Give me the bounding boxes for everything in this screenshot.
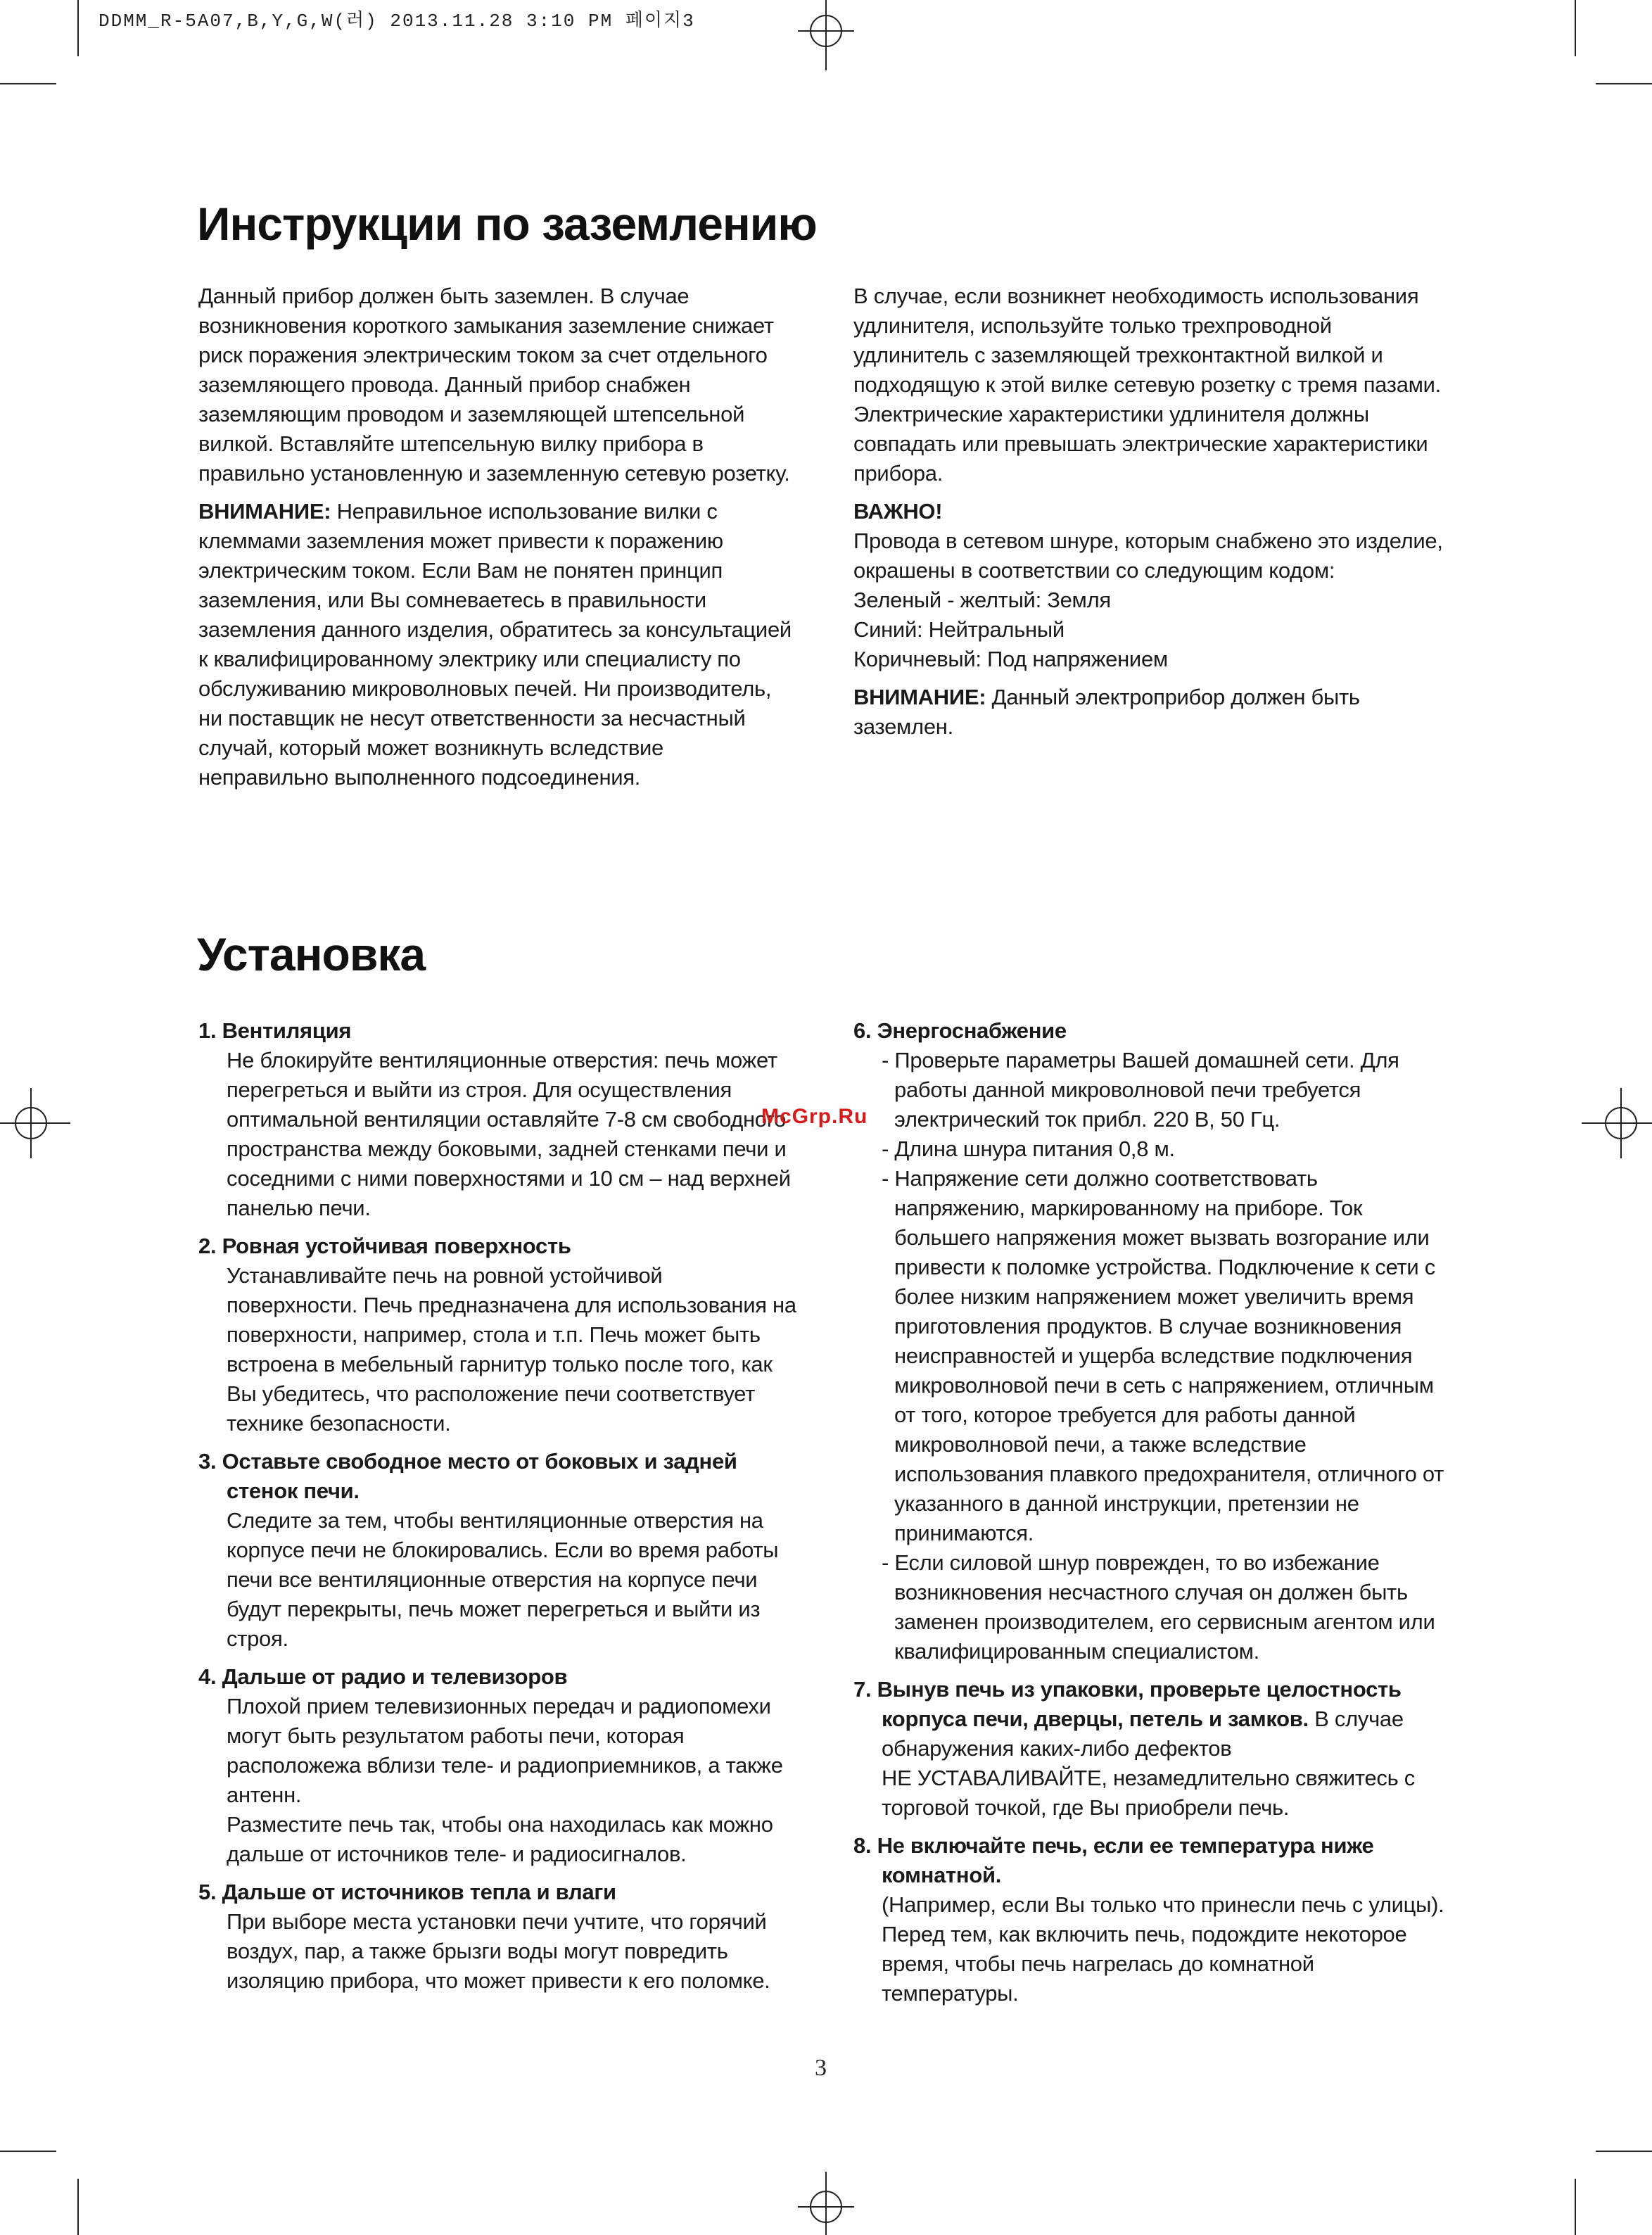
text-line: неисправностей и ущерба вследствие подключения <box>894 1343 1413 1368</box>
text-line: технике безопасности. <box>227 1411 451 1436</box>
text-line: от того, которое требуется для работы данной <box>894 1403 1356 1427</box>
text-line: соседними с ними поверхностями и 10 см – над верхней <box>227 1166 791 1191</box>
text-line: прибора. <box>853 461 943 486</box>
text-line: правильно установленную и заземленную сетевую розетку. <box>198 461 790 486</box>
text-line: поверхности. Печь предназначена для использования на <box>227 1293 796 1317</box>
bullet-line: - Напряжение сети должно соответствовать <box>882 1166 1318 1191</box>
text-line: ни поставщик не несут ответственности за несчастный <box>198 706 746 730</box>
text-line: (Например, если Вы только что принесли печь с улицы). <box>882 1892 1444 1917</box>
install-item-heading: 1. Вентиляция <box>198 1018 352 1043</box>
crop-mark-bottom-left-v <box>77 2179 79 2235</box>
text-line: привести к поломке устройства. Подключение к сети с <box>894 1255 1435 1279</box>
text-line: НЕ УСТАВАЛИВАЙТЕ, незамедлительно свяжитесь с <box>882 1766 1415 1790</box>
install-item-7 <box>853 1675 1501 1823</box>
watermark: McGrp.Ru <box>761 1105 868 1128</box>
grounding-right-column <box>853 281 1487 742</box>
install-item-heading: 6. Энергоснабжение <box>853 1018 1067 1043</box>
text-line: пространства между боковыми, задней стенками печи и <box>227 1137 787 1161</box>
text-line: обслуживанию микроволновых печей. Ни производитель, <box>198 676 772 701</box>
text-line: панелью печи. <box>227 1196 371 1220</box>
text-line: дальше от источников теле- и радиосигналов. <box>227 1842 687 1866</box>
text-line: поверхности, например, стола и т.п. Печь может быть <box>227 1322 761 1347</box>
install-item-1 <box>198 1016 832 1223</box>
text-line: время, чтобы печь нагрелась до комнатной <box>882 1951 1314 1976</box>
text-line: В случае <box>1308 1707 1404 1731</box>
install-item-heading: 3. Оставьте свободное место от боковых и задней <box>198 1449 737 1474</box>
text-line: Устанавливайте печь на ровной устойчивой <box>227 1263 663 1288</box>
extension-cord-paragraph <box>853 281 1487 488</box>
text-line: риск поражения электрическим током за счет отдельного <box>198 343 768 367</box>
page-number: 3 <box>815 2055 827 2081</box>
crop-mark-top-left-h <box>0 83 56 84</box>
text-line: микроволновой печи, а также вследствие <box>894 1432 1307 1457</box>
install-item-heading: 7. Вынув печь из упаковки, проверьте целостность <box>853 1677 1402 1702</box>
text-line: заземляющего провода. Данный прибор снабжен <box>198 372 691 397</box>
text-line: напряжению, маркированному на приборе. Ток <box>894 1196 1363 1220</box>
text-line: расположежа вблизи теле- и радиоприемников, а также <box>227 1753 783 1778</box>
text-line: будут перекрыты, печь может перегреться и выйти из <box>227 1597 761 1621</box>
install-item-4 <box>198 1662 832 1869</box>
text-line: вилкой. Вставляйте штепсельную вилку прибора в <box>198 431 704 456</box>
wire-color-green-yellow: Зеленый - желтый: Земля <box>853 588 1111 612</box>
important-label: ВАЖНО! <box>853 499 943 524</box>
install-item-2 <box>198 1232 832 1438</box>
crop-mark-top-right-v <box>1575 0 1576 56</box>
text-line: строя. <box>227 1626 288 1651</box>
text-line: Перед тем, как включить печь, подождите некоторое <box>882 1922 1407 1946</box>
text-line: заменен производителем, его сервисным агентом или <box>894 1609 1435 1634</box>
install-item-3 <box>198 1447 832 1654</box>
text-line: совпадать или превышать электрические характеристики <box>853 431 1428 456</box>
text-line: заземлен. <box>853 714 953 739</box>
text-line: возникновения короткого замыкания заземление снижает <box>198 313 774 338</box>
text-line: Плохой прием телевизионных передач и радиопомехи <box>227 1694 771 1718</box>
installation-title: Установка <box>197 928 426 980</box>
text-line: встроена в мебельный гарнитур только после того, как <box>227 1352 773 1376</box>
registration-mark-left <box>0 1081 70 1165</box>
registration-mark-right <box>1582 1081 1652 1165</box>
crop-mark-bottom-left-h <box>0 2151 56 2152</box>
grounding-intro-paragraph <box>198 281 818 488</box>
installation-left-column <box>198 1016 832 1996</box>
text-line: заземления данного изделия, обратитесь за консультацией <box>198 617 792 642</box>
text-line: Следите за тем, чтобы вентиляционные отверстия на <box>227 1508 763 1533</box>
text-line: квалифицированным специалистом. <box>894 1639 1259 1664</box>
text-line: принимаются. <box>894 1521 1034 1545</box>
important-paragraph <box>853 497 1487 674</box>
text-line: приготовления продуктов. В случае возникновения <box>894 1314 1402 1338</box>
text-line: окрашены в соответствии со следующим кодом: <box>853 558 1335 583</box>
text-line: удлинитель с заземляющей трехконтактной вилкой и <box>853 343 1383 367</box>
wire-color-blue: Синий: Нейтральный <box>853 617 1065 642</box>
text-line: большего напряжения может вызвать возгорание или <box>894 1225 1430 1250</box>
bullet-line: - Длина шнура питания 0,8 м. <box>882 1137 1175 1161</box>
text-line: Данный прибор должен быть заземлен. В случае <box>198 284 690 308</box>
install-item-heading: 4. Дальше от радио и телевизоров <box>198 1664 568 1689</box>
text-line: указанного в данной инструкции, претензии не <box>894 1491 1359 1516</box>
text-line: торговой точкой, где Вы приобрели печь. <box>882 1795 1290 1820</box>
text-line: заземления, или Вы сомневаетесь в правильности <box>198 588 706 612</box>
text-line: Данный электроприбор должен быть <box>986 685 1360 709</box>
text-line: перегреться и выйти из строя. Для осуществления <box>227 1077 732 1102</box>
install-item-6 <box>853 1016 1501 1666</box>
text-line: Неправильное использование вилки с <box>331 499 718 524</box>
text-line: клеммами заземления может привести к поражению <box>198 528 723 553</box>
crop-mark-top-left-v <box>77 0 79 56</box>
crop-mark-bottom-right-v <box>1575 2179 1576 2235</box>
text-line: Вы убедитесь, что расположение печи соответствует <box>227 1381 755 1406</box>
text-line: температуры. <box>882 1981 1019 2006</box>
install-item-5 <box>198 1878 832 1996</box>
install-item-8 <box>853 1831 1501 2008</box>
install-item-heading: стенок печи. <box>227 1479 360 1503</box>
text-line: микроволновой печи в сеть с напряжением, отличным <box>894 1373 1434 1398</box>
text-line: печи все вентиляционные отверстия на корпусе печи <box>227 1567 758 1592</box>
bullet-line: - Проверьте параметры Вашей домашней сети. Для <box>882 1048 1399 1072</box>
text-line: изоляцию прибора, что может привести к его поломке. <box>227 1968 770 1993</box>
text-line: Провода в сетевом шнуре, которым снабжено это изделие, <box>853 528 1443 553</box>
print-header: DDMM_R-5A07,B,Y,G,W(러) 2013.11.28 3:10 PM 페이지3 <box>99 11 695 32</box>
text-line: В случае, если возникнет необходимость использования <box>853 284 1419 308</box>
grounding-right-warning <box>853 683 1487 742</box>
registration-mark-top <box>791 0 861 70</box>
text-line: случай, который может возникнуть вследствие <box>198 735 663 760</box>
text-line: возникновения несчастного случая он должен быть <box>894 1580 1408 1604</box>
bullet-line: - Если силовой шнур поврежден, то во избежание <box>882 1550 1380 1575</box>
text-line: к квалифицированному электрику или специалисту по <box>198 647 741 671</box>
install-item-heading: 5. Дальше от источников тепла и влаги <box>198 1880 616 1904</box>
text-line: оптимальной вентиляции оставляйте 7-8 см свободного <box>227 1107 787 1132</box>
install-item-heading: корпуса печи, дверцы, петель и замков. <box>882 1707 1309 1731</box>
crop-mark-bottom-right-h <box>1596 2151 1652 2152</box>
wire-color-brown: Коричневый: Под напряжением <box>853 647 1168 671</box>
text-line: электрическим током. Если Вам не понятен принцип <box>198 558 723 583</box>
text-line: электрический ток прибл. 220 В, 50 Гц. <box>894 1107 1281 1132</box>
text-line: Разместите печь так, чтобы она находилась как можно <box>227 1812 773 1837</box>
text-line: антенн. <box>227 1783 302 1807</box>
text-line: воздух, пар, а также брызги воды могут повредить <box>227 1939 728 1963</box>
grounding-title: Инструкции по заземлению <box>197 198 817 250</box>
text-line: корпусе печи не блокировались. Если во время работы <box>227 1538 779 1562</box>
install-item-heading: 2. Ровная устойчивая поверхность <box>198 1234 571 1258</box>
text-line: При выборе места установки печи учтите, что горячий <box>227 1909 767 1934</box>
text-line: более низким напряжением может увеличить время <box>894 1284 1414 1309</box>
text-line: обнаружения каких-либо дефектов <box>882 1736 1232 1761</box>
warning-label: ВНИМАНИЕ: <box>853 685 986 709</box>
installation-right-column <box>853 1016 1501 2008</box>
text-line: Электрические характеристики удлинителя должны <box>853 402 1369 426</box>
crop-mark-top-right-h <box>1596 83 1652 84</box>
warning-label: ВНИМАНИЕ: <box>198 499 331 524</box>
text-line: неправильно выполненного подсоединения. <box>198 765 641 790</box>
text-line: использования плавкого предохранителя, отличного от <box>894 1462 1444 1486</box>
install-item-heading: комнатной. <box>882 1863 1002 1887</box>
text-line: Не блокируйте вентиляционные отверстия: печь может <box>227 1048 777 1072</box>
registration-mark-bottom <box>791 2172 861 2235</box>
text-line: заземляющим проводом и заземляющей штепсельной <box>198 402 745 426</box>
text-line: работы данной микроволновой печи требуется <box>894 1077 1361 1102</box>
text-line: могут быть результатом работы печи, которая <box>227 1723 685 1748</box>
text-line: удлинителя, используйте только трехпроводной <box>853 313 1332 338</box>
grounding-left-column <box>198 281 818 792</box>
text-line: подходящую к этой вилке сетевую розетку с тремя пазами. <box>853 372 1441 397</box>
install-item-heading: 8. Не включайте печь, если ее температура ниже <box>853 1833 1374 1858</box>
grounding-warning-paragraph <box>198 497 818 792</box>
